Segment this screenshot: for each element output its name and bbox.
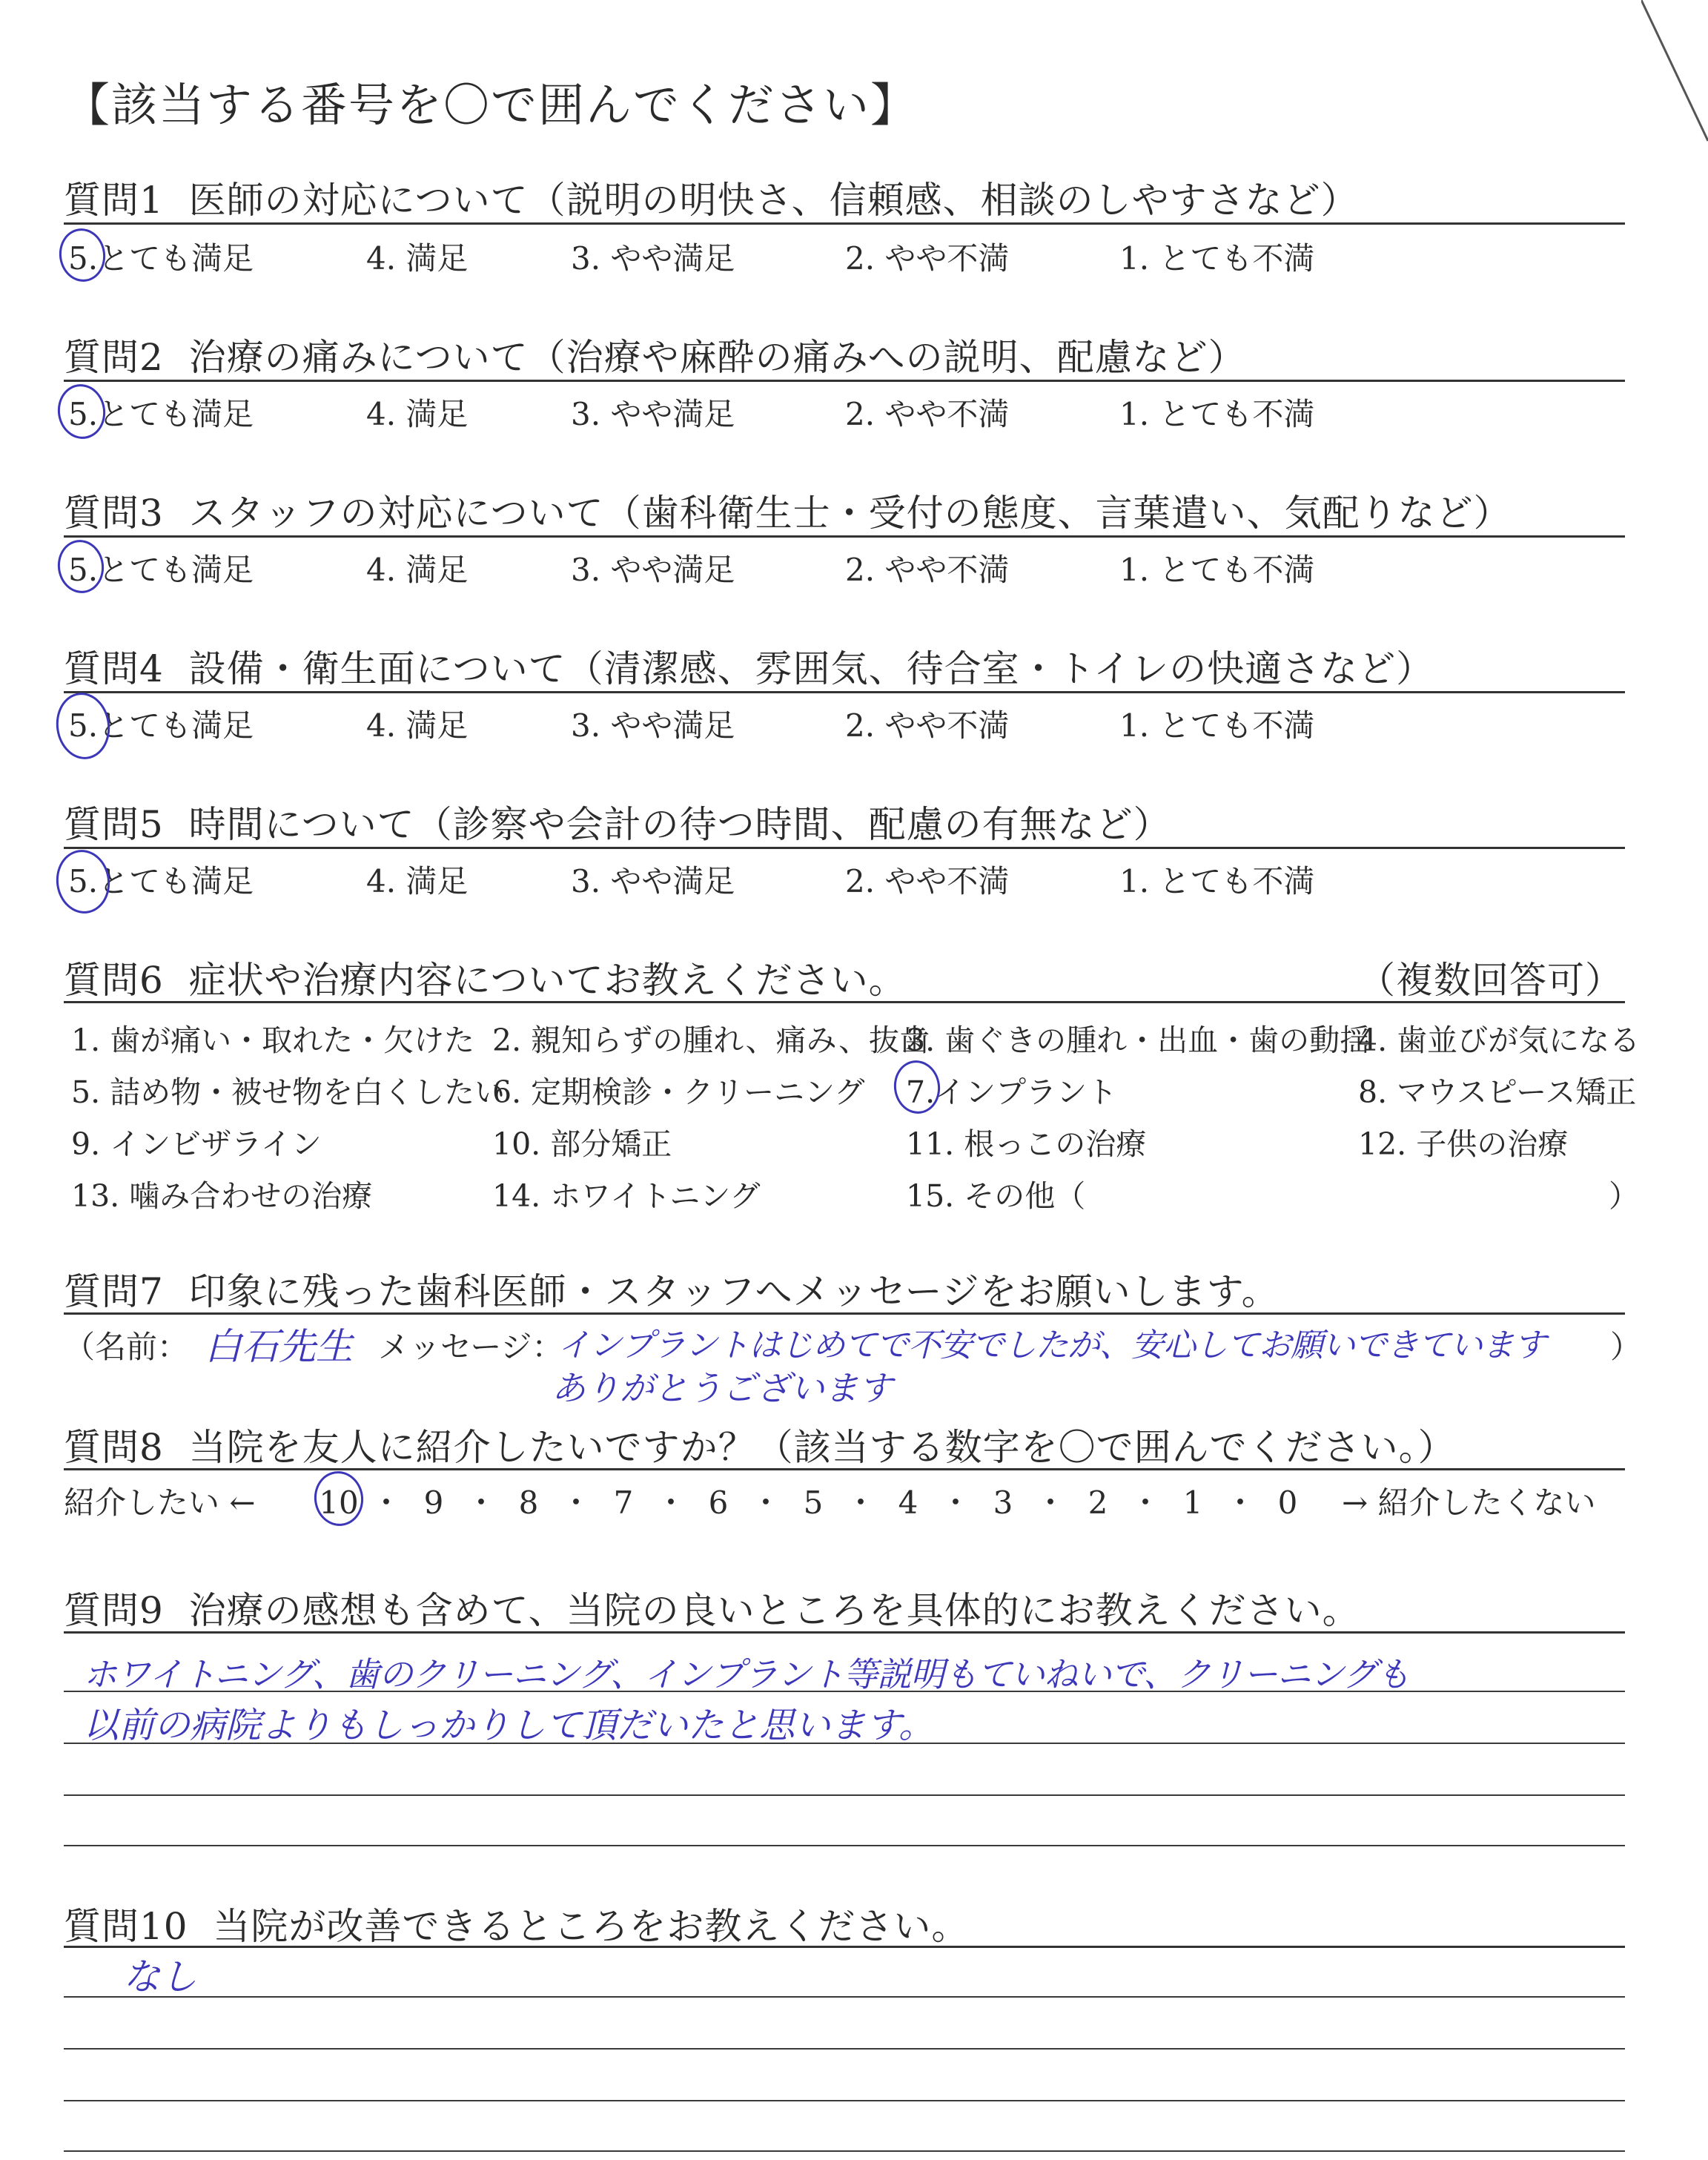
symptom-option-15[interactable]: 15. その他（: [906, 1178, 1086, 1214]
other-close-paren: ）: [1609, 1178, 1639, 1214]
option-2[interactable]: 2. やや不満: [845, 707, 1010, 744]
page-corner-fold: [1641, 0, 1708, 148]
scale-8[interactable]: 8: [518, 1484, 539, 1521]
scale-7[interactable]: 7: [613, 1484, 634, 1521]
symptom-option-13[interactable]: 13. 噛み合わせの治療: [71, 1178, 373, 1214]
symptom-option-1[interactable]: 1. 歯が痛い・取れた・欠けた: [71, 1023, 475, 1058]
scale-separator: ・: [655, 1484, 686, 1521]
option-1[interactable]: 1. とても不満: [1119, 396, 1315, 432]
recommend-scale: [314, 1479, 1312, 1523]
option-1[interactable]: 1. とても不満: [1119, 240, 1315, 277]
question-label: 質問2: [64, 336, 164, 379]
good-points-handwritten-line-1[interactable]: ホワイトニング、歯のクリーニング、インプラント等説明もていねいで、クリーニングも: [83, 1654, 1410, 1694]
option-4[interactable]: 4. 満足: [366, 552, 469, 588]
option-5[interactable]: 5.とても満足: [68, 240, 254, 277]
message-handwritten-line-1[interactable]: インプラントはじめてで不安でしたが、安心してお願いできています: [557, 1327, 1546, 1364]
form-instruction: 【該当する番号を〇で囲んでください】: [64, 78, 918, 132]
scale-10[interactable]: 10: [319, 1484, 359, 1521]
question-label: 質問10: [64, 1905, 188, 1948]
symptom-option-11[interactable]: 11. 根っこの治療: [906, 1126, 1147, 1162]
option-4[interactable]: 4. 満足: [366, 396, 469, 432]
symptom-option-6[interactable]: 6. 定期検診・クリーニング: [492, 1074, 865, 1110]
question-label: 質問1: [64, 179, 164, 222]
message-label: メッセージ：: [378, 1329, 563, 1365]
option-5[interactable]: 5.とても満足: [68, 863, 254, 899]
scale-1[interactable]: 1: [1182, 1484, 1203, 1521]
question-label: 質問6: [64, 959, 164, 1002]
scale-separator: ・: [1224, 1484, 1256, 1521]
question-text: 印象に残った歯科医師・スタッフへメッセージをお願いします。: [188, 1270, 1280, 1313]
scale-separator: ・: [465, 1484, 497, 1521]
option-2[interactable]: 2. やや不満: [845, 240, 1010, 277]
question-text: 症状や治療内容についてお教えください。: [188, 959, 907, 1002]
option-4[interactable]: 4. 満足: [366, 707, 469, 744]
question-text: 時間について（診察や会計の待つ時間、配慮の有無など）: [188, 803, 1171, 846]
option-3[interactable]: 3. やや満足: [571, 863, 735, 899]
message-close-paren: ）: [1610, 1329, 1642, 1365]
option-3[interactable]: 3. やや満足: [571, 396, 735, 432]
symptom-option-10[interactable]: 10. 部分矯正: [492, 1126, 672, 1162]
message-handwritten-line-2[interactable]: ありがとうございます: [552, 1368, 893, 1408]
name-label: （名前：: [64, 1329, 189, 1365]
scale-separator: ・: [560, 1484, 592, 1521]
question-text: 当院が改善できるところをお教えください。: [213, 1905, 970, 1948]
scale-separator: ・: [939, 1484, 971, 1521]
scale-9[interactable]: 9: [423, 1484, 444, 1521]
symptom-option-3[interactable]: 3. 歯ぐきの腫れ・出血・歯の動揺: [906, 1023, 1371, 1058]
option-1[interactable]: 1. とても不満: [1119, 863, 1315, 899]
option-5[interactable]: 5.とても満足: [68, 707, 254, 744]
scale-4[interactable]: 4: [898, 1484, 918, 1521]
question-label: 質問8: [64, 1426, 164, 1469]
scale-separator: ・: [844, 1484, 876, 1521]
option-4[interactable]: 4. 満足: [366, 240, 469, 277]
question-text: 当院を友人に紹介したいですか？（該当する数字を〇で囲んでください。）: [188, 1426, 1456, 1469]
scale-3[interactable]: 3: [993, 1484, 1013, 1521]
option-5[interactable]: 5.とても満足: [68, 552, 254, 588]
option-2[interactable]: 2. やや不満: [845, 396, 1010, 432]
question-text: スタッフの対応について（歯科衛生士・受付の態度、言葉遣い、気配りなど）: [188, 492, 1512, 535]
selection-circle: [52, 689, 114, 762]
good-points-handwritten-line-2[interactable]: 以前の病院よりもしっかりして頂だいたと思います。: [83, 1705, 935, 1746]
option-3[interactable]: 3. やや満足: [571, 240, 735, 277]
question-label: 質問4: [64, 647, 164, 690]
option-2[interactable]: 2. やや不満: [845, 863, 1010, 899]
scale-separator: ・: [1129, 1484, 1161, 1521]
question-label: 質問7: [64, 1270, 164, 1313]
symptom-option-12[interactable]: 12. 子供の治療: [1358, 1126, 1569, 1162]
improvements-handwritten[interactable]: なし: [123, 1955, 197, 1998]
recommend-left-label: 紹介したい ←: [64, 1484, 256, 1521]
symptom-option-4[interactable]: 4. 歯並びが気になる: [1358, 1023, 1641, 1058]
option-1[interactable]: 1. とても不満: [1119, 552, 1315, 588]
symptom-option-5[interactable]: 5. 詰め物・被せ物を白くしたい: [71, 1074, 506, 1110]
question-text: 設備・衛生面について（清潔感、雰囲気、待合室・トイレの快適さなど）: [188, 647, 1434, 690]
scale-5[interactable]: 5: [803, 1484, 824, 1521]
option-3[interactable]: 3. やや満足: [571, 552, 735, 588]
scale-separator: ・: [749, 1484, 781, 1521]
option-1[interactable]: 1. とても不満: [1119, 707, 1315, 744]
option-3[interactable]: 3. やや満足: [571, 707, 735, 744]
multiple-answer-note: （複数回答可）: [1358, 959, 1623, 1002]
scale-2[interactable]: 2: [1088, 1484, 1108, 1521]
question-label: 質問5: [64, 803, 164, 846]
question-label: 質問9: [64, 1589, 164, 1632]
option-5[interactable]: 5.とても満足: [68, 396, 254, 432]
question-text: 医師の対応について（説明の明快さ、信頼感、相談のしやすさなど）: [188, 179, 1359, 222]
scale-separator: ・: [1034, 1484, 1066, 1521]
symptom-option-9[interactable]: 9. インビザライン: [71, 1126, 322, 1162]
scale-separator: ・: [370, 1484, 402, 1521]
symptom-option-8[interactable]: 8. マウスピース矯正: [1358, 1074, 1637, 1110]
symptom-option-2[interactable]: 2. 親知らずの腫れ、痛み、抜歯: [492, 1023, 930, 1058]
scale-6[interactable]: 6: [708, 1484, 729, 1521]
question-text: 治療の感想も含めて、当院の良いところを具体的にお教えください。: [188, 1589, 1360, 1632]
symptom-option-7[interactable]: 7.インプラント: [906, 1074, 1118, 1110]
symptom-option-14[interactable]: 14. ホワイトニング: [492, 1178, 761, 1214]
question-text: 治療の痛みについて（治療や麻酔の痛みへの説明、配慮など）: [188, 336, 1246, 379]
question-label: 質問3: [64, 492, 164, 535]
recommend-right-label: → 紹介したくない: [1342, 1484, 1596, 1521]
option-2[interactable]: 2. やや不満: [845, 552, 1010, 588]
option-4[interactable]: 4. 満足: [366, 863, 469, 899]
staff-name-handwritten[interactable]: 白石先生: [205, 1325, 353, 1368]
scale-0[interactable]: 0: [1277, 1484, 1298, 1521]
